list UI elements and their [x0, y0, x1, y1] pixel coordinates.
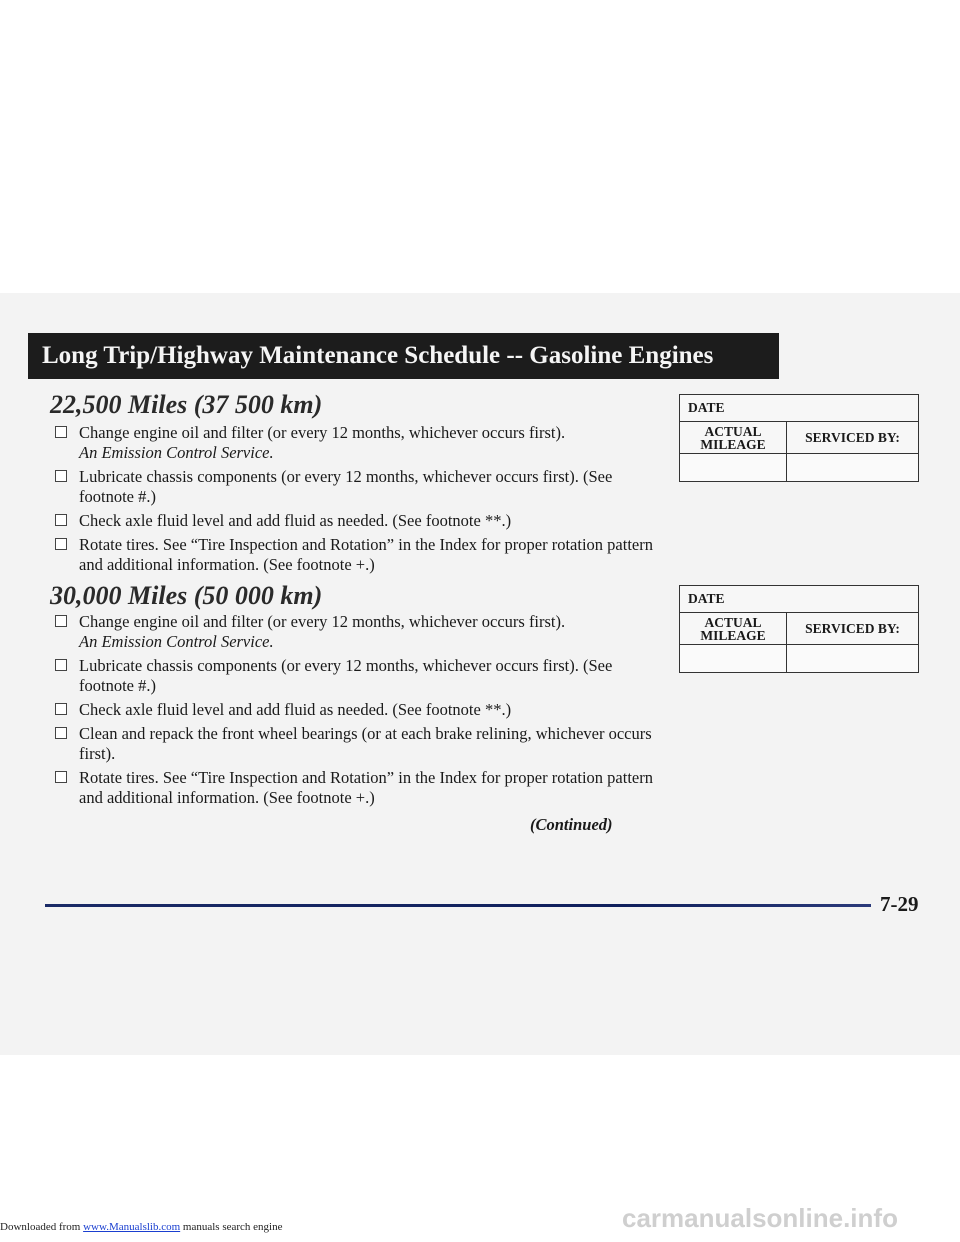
item-text: Check axle fluid level and add fluid as needed. (See footnote **.): [79, 700, 512, 719]
date-label: DATE: [680, 395, 919, 422]
mileage-entry-cell[interactable]: [680, 454, 787, 482]
section-22500-items: [55, 423, 655, 579]
mileage-entry-cell[interactable]: [680, 645, 787, 673]
list-item: [55, 700, 655, 720]
item-text: Rotate tires. See “Tire Inspection and Rotation” in the Index for proper rotation pattern and additional information. (See footnote +.): [79, 768, 653, 807]
checkbox[interactable]: [55, 659, 67, 671]
manualslib-link[interactable]: www.Manualslib.com: [83, 1221, 181, 1233]
serviced-by-entry-cell[interactable]: [787, 645, 919, 673]
checkbox[interactable]: [55, 538, 67, 550]
list-item: [55, 423, 655, 463]
item-text: Lubricate chassis components (or every 12 months, whichever occurs first). (See footnote #.): [79, 656, 613, 695]
list-item: [55, 467, 655, 507]
item-text: Lubricate chassis components (or every 12 months, whichever occurs first). (See footnote #.): [79, 467, 613, 506]
date-label: DATE: [680, 586, 919, 613]
section-title-22500: 22,500 Miles (37 500 km): [50, 390, 323, 419]
item-text: Rotate tires. See “Tire Inspection and Rotation” in the Index for proper rotation pattern and additional information. (See footnote +.): [79, 535, 653, 574]
checkbox[interactable]: [55, 470, 67, 482]
checkbox[interactable]: [55, 771, 67, 783]
banner-prefix: Downloaded from: [0, 1221, 84, 1233]
section-30000-items: [55, 612, 655, 812]
list-item: [55, 656, 655, 696]
service-log-table-22500: [679, 394, 919, 482]
list-item: [55, 724, 655, 764]
footer-rule: [45, 904, 871, 907]
list-item: [55, 612, 655, 652]
item-text: Check axle fluid level and add fluid as needed. (See footnote **.): [79, 511, 512, 530]
list-item: [55, 511, 655, 531]
page-number: 7-29: [880, 892, 919, 916]
section-title-30000: 30,000 Miles (50 000 km): [50, 581, 323, 610]
item-text: Clean and repack the front wheel bearings (or at each brake relining, whichever occurs first).: [79, 724, 652, 763]
checkbox[interactable]: [55, 615, 67, 627]
actual-mileage-label: ACTUAL MILEAGE: [680, 613, 787, 645]
item-note: An Emission Control Service.: [79, 632, 274, 651]
checkbox[interactable]: [55, 703, 67, 715]
list-item: [55, 768, 655, 808]
serviced-by-label: SERVICED BY:: [787, 422, 919, 454]
checkbox[interactable]: [55, 727, 67, 739]
item-note: An Emission Control Service.: [79, 443, 274, 462]
page-header-title: Long Trip/Highway Maintenance Schedule -- Gasoline Engines: [28, 333, 779, 379]
continued-note: (Continued): [530, 815, 613, 834]
actual-mileage-label: ACTUAL MILEAGE: [680, 422, 787, 454]
service-log-table-30000: [679, 585, 919, 673]
site-watermark: carmanualsonline.info: [622, 1203, 898, 1233]
checkbox[interactable]: [55, 514, 67, 526]
download-banner: [0, 1221, 282, 1233]
banner-suffix: manuals search engine: [180, 1221, 283, 1233]
serviced-by-entry-cell[interactable]: [787, 454, 919, 482]
serviced-by-label: SERVICED BY:: [787, 613, 919, 645]
item-text: Change engine oil and filter (or every 12 months, whichever occurs first).: [79, 612, 566, 631]
item-text: Change engine oil and filter (or every 12 months, whichever occurs first).: [79, 423, 566, 442]
list-item: [55, 535, 655, 575]
checkbox[interactable]: [55, 426, 67, 438]
